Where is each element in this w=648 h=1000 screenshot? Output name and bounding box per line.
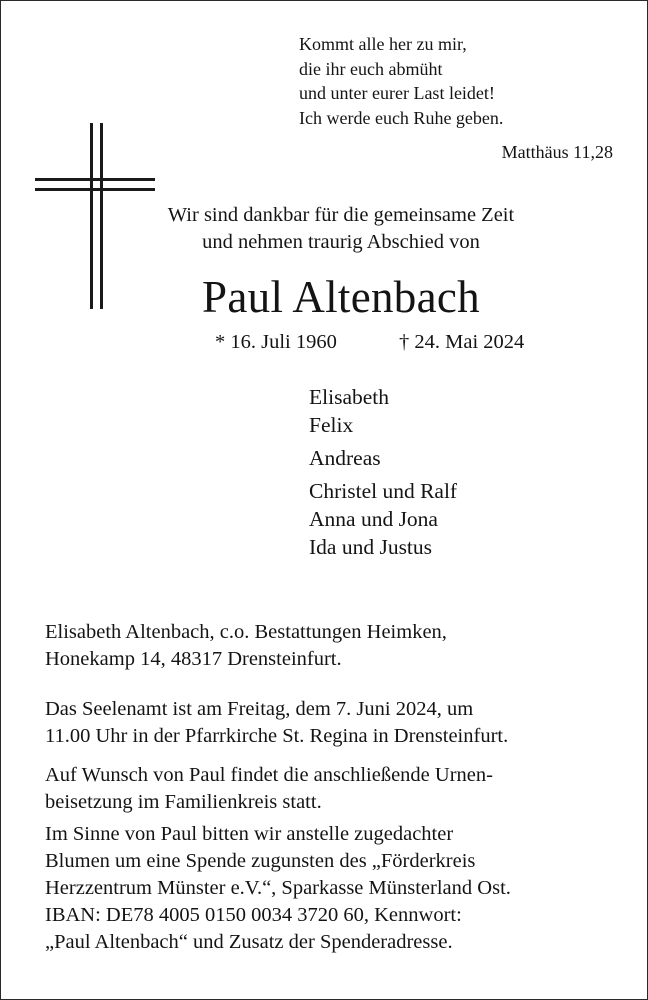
cross-icon (35, 123, 155, 309)
verse-line: Kommt alle her zu mir, (299, 34, 467, 54)
funeral-mass-info (45, 696, 508, 750)
birth-date: * 16. Juli 1960 (215, 331, 337, 353)
mourner-name: Andreas (309, 446, 381, 470)
mourner-name: Anna und Jona (309, 507, 438, 531)
text-line: „Paul Altenbach“ und Zusatz der Spenderadresse. (45, 931, 453, 953)
intro-line: und nehmen traurig Abschied von (202, 231, 480, 253)
contact-line: Honekamp 14, 48317 Drensteinfurt. (45, 648, 342, 670)
verse-reference: Matthäus 11,28 (501, 142, 613, 162)
mourners-list (309, 383, 457, 561)
text-line: Im Sinne von Paul bitten wir anstelle zugedachter (45, 823, 454, 845)
text-line: IBAN: DE78 4005 0150 0034 3720 60, Kennwort: (45, 904, 462, 926)
contact-line: Elisabeth Altenbach, c.o. Bestattungen Heimken, (45, 621, 447, 643)
text-line: Das Seelenamt ist am Freitag, dem 7. Juni 2024, um (45, 698, 474, 720)
mourner-name: Christel und Ralf (309, 479, 458, 503)
text-line: Auf Wunsch von Paul findet die anschließende Urnen- (45, 764, 493, 786)
text-line: Herzzentrum Münster e.V.“, Sparkasse Münsterland Ost. (45, 877, 511, 899)
verse-line: die ihr euch abmüht (299, 58, 443, 79)
intro-line: Wir sind dankbar für die gemeinsame Zeit (167, 204, 515, 226)
deceased-name: Paul Altenbach (202, 272, 480, 322)
text-line: beisetzung im Familienkreis statt. (45, 791, 322, 813)
bible-verse (299, 32, 503, 130)
verse-line: Ich werde euch Ruhe geben. (299, 107, 504, 128)
contact-address (45, 619, 447, 673)
mourner-name: Elisabeth (309, 385, 390, 409)
death-date: † 24. Mai 2024 (399, 331, 525, 353)
mourner-name: Felix (309, 413, 354, 437)
text-line: Blumen um eine Spende zugunsten des „Förderkreis (45, 850, 476, 872)
burial-info (45, 762, 493, 816)
intro-text (141, 202, 541, 256)
mourner-name: Ida und Justus (309, 535, 433, 559)
verse-line: und unter eurer Last leidet! (299, 83, 495, 103)
text-line: 11.00 Uhr in der Pfarrkirche St. Regina in Drensteinfurt. (45, 725, 509, 747)
donation-info (45, 821, 511, 956)
